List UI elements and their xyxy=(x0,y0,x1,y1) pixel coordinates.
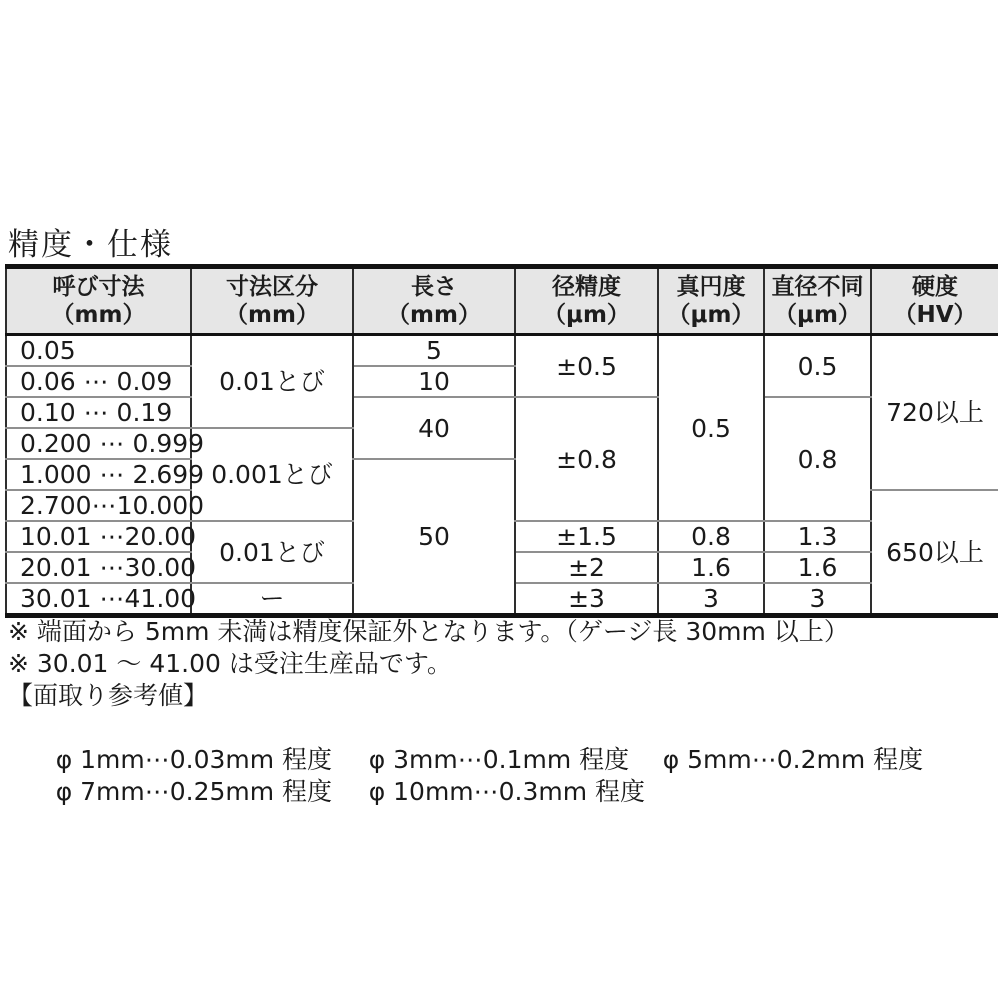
nominal-size-cell: 0.06 ⋯ 0.09 xyxy=(6,366,191,397)
col-header-hardness xyxy=(871,267,998,335)
spec-table xyxy=(5,264,998,618)
length-cell: 50 xyxy=(353,459,515,616)
nominal-size-cell: 30.01 ⋯41.00 xyxy=(6,583,191,616)
col-header-title: 寸法区分 xyxy=(226,274,318,300)
col-header-roundness xyxy=(658,267,764,335)
col-header-title: 直径不同 xyxy=(771,274,864,300)
nominal-size-cell: 2.700⋯10.000 xyxy=(6,490,191,521)
length-cell: 5 xyxy=(353,335,515,367)
nominal-size-cell: 0.10 ⋯ 0.19 xyxy=(6,397,191,428)
step-cell: 0.001とび xyxy=(191,428,353,521)
chamfer-reference-title: 【面取り参考値】 xyxy=(8,681,209,710)
col-header-title: 真円度 xyxy=(676,274,746,300)
dia-variation-cell: 0.8 xyxy=(764,397,871,521)
dia-accuracy-cell: ±1.5 xyxy=(515,521,658,552)
hardness-cell: 720以上 xyxy=(871,335,998,491)
nominal-size-cell: 20.01 ⋯30.00 xyxy=(6,552,191,583)
nominal-size-cell: 10.01 ⋯20.00 xyxy=(6,521,191,552)
col-header-title: 呼び寸法 xyxy=(52,274,145,300)
dia-accuracy-cell: ±3 xyxy=(515,583,658,616)
col-header-unit: （mm） xyxy=(225,302,319,329)
col-header-unit: （mm） xyxy=(387,302,481,329)
footnotes xyxy=(8,616,924,806)
dia-accuracy-cell: ±0.5 xyxy=(515,335,658,398)
hardness-cell: 650以上 xyxy=(871,490,998,616)
table-row xyxy=(6,397,998,428)
table-row xyxy=(6,335,998,367)
col-header-unit: （μm） xyxy=(543,302,630,329)
roundness-cell: 0.5 xyxy=(658,335,764,522)
col-header-title: 長さ xyxy=(411,274,457,300)
header-row xyxy=(6,267,998,335)
dia-accuracy-cell: ±2 xyxy=(515,552,658,583)
dia-variation-cell: 3 xyxy=(764,583,871,616)
col-header-step xyxy=(191,267,353,335)
col-header-unit: （μm） xyxy=(774,302,861,329)
col-header-unit: （HV） xyxy=(893,302,977,329)
col-header-dia-accuracy xyxy=(515,267,658,335)
dia-variation-cell: 1.6 xyxy=(764,552,871,583)
col-header-unit: （μm） xyxy=(667,302,755,329)
col-header-nominal-size xyxy=(6,267,191,335)
length-cell: 40 xyxy=(353,397,515,459)
roundness-cell: 3 xyxy=(658,583,764,616)
dia-accuracy-cell: ±0.8 xyxy=(515,397,658,521)
page-title: 精度・仕様 xyxy=(8,227,173,263)
nominal-size-cell: 0.05 xyxy=(6,335,191,367)
col-header-title: 径精度 xyxy=(552,274,621,300)
roundness-cell: 1.6 xyxy=(658,552,764,583)
dia-variation-cell: 0.5 xyxy=(764,335,871,398)
col-header-unit: （mm） xyxy=(51,302,146,329)
col-header-title: 硬度 xyxy=(912,274,958,300)
chamfer-value: φ 5mm⋯0.2mm 程度 xyxy=(662,745,924,774)
roundness-cell: 0.8 xyxy=(658,521,764,552)
nominal-size-cell: 1.000 ⋯ 2.699 xyxy=(6,459,191,490)
dia-variation-cell: 1.3 xyxy=(764,521,871,552)
chamfer-reference-line-1 xyxy=(8,712,924,774)
step-cell: ー xyxy=(191,583,353,616)
step-cell: 0.01とび xyxy=(191,521,353,583)
nominal-size-cell: 0.200 ⋯ 0.999 xyxy=(6,428,191,459)
col-header-length xyxy=(353,267,515,335)
length-cell: 10 xyxy=(353,366,515,397)
chamfer-value: φ 3mm⋯0.1mm 程度 xyxy=(368,745,630,774)
step-cell: 0.01とび xyxy=(191,335,353,429)
footnote-accuracy-guarantee: ※ 端面から 5mm 未満は精度保証外となります。（ゲージ長 30mm 以上） xyxy=(8,617,849,646)
chamfer-value: φ 1mm⋯0.03mm 程度 xyxy=(55,745,333,774)
chamfer-value: φ 10mm⋯0.3mm 程度 xyxy=(368,777,646,806)
col-header-dia-variation xyxy=(764,267,871,335)
footnote-made-to-order: ※ 30.01 ～ 41.00 は受注生産品です。 xyxy=(8,649,452,678)
chamfer-value: φ 7mm⋯0.25mm 程度 xyxy=(55,777,333,806)
